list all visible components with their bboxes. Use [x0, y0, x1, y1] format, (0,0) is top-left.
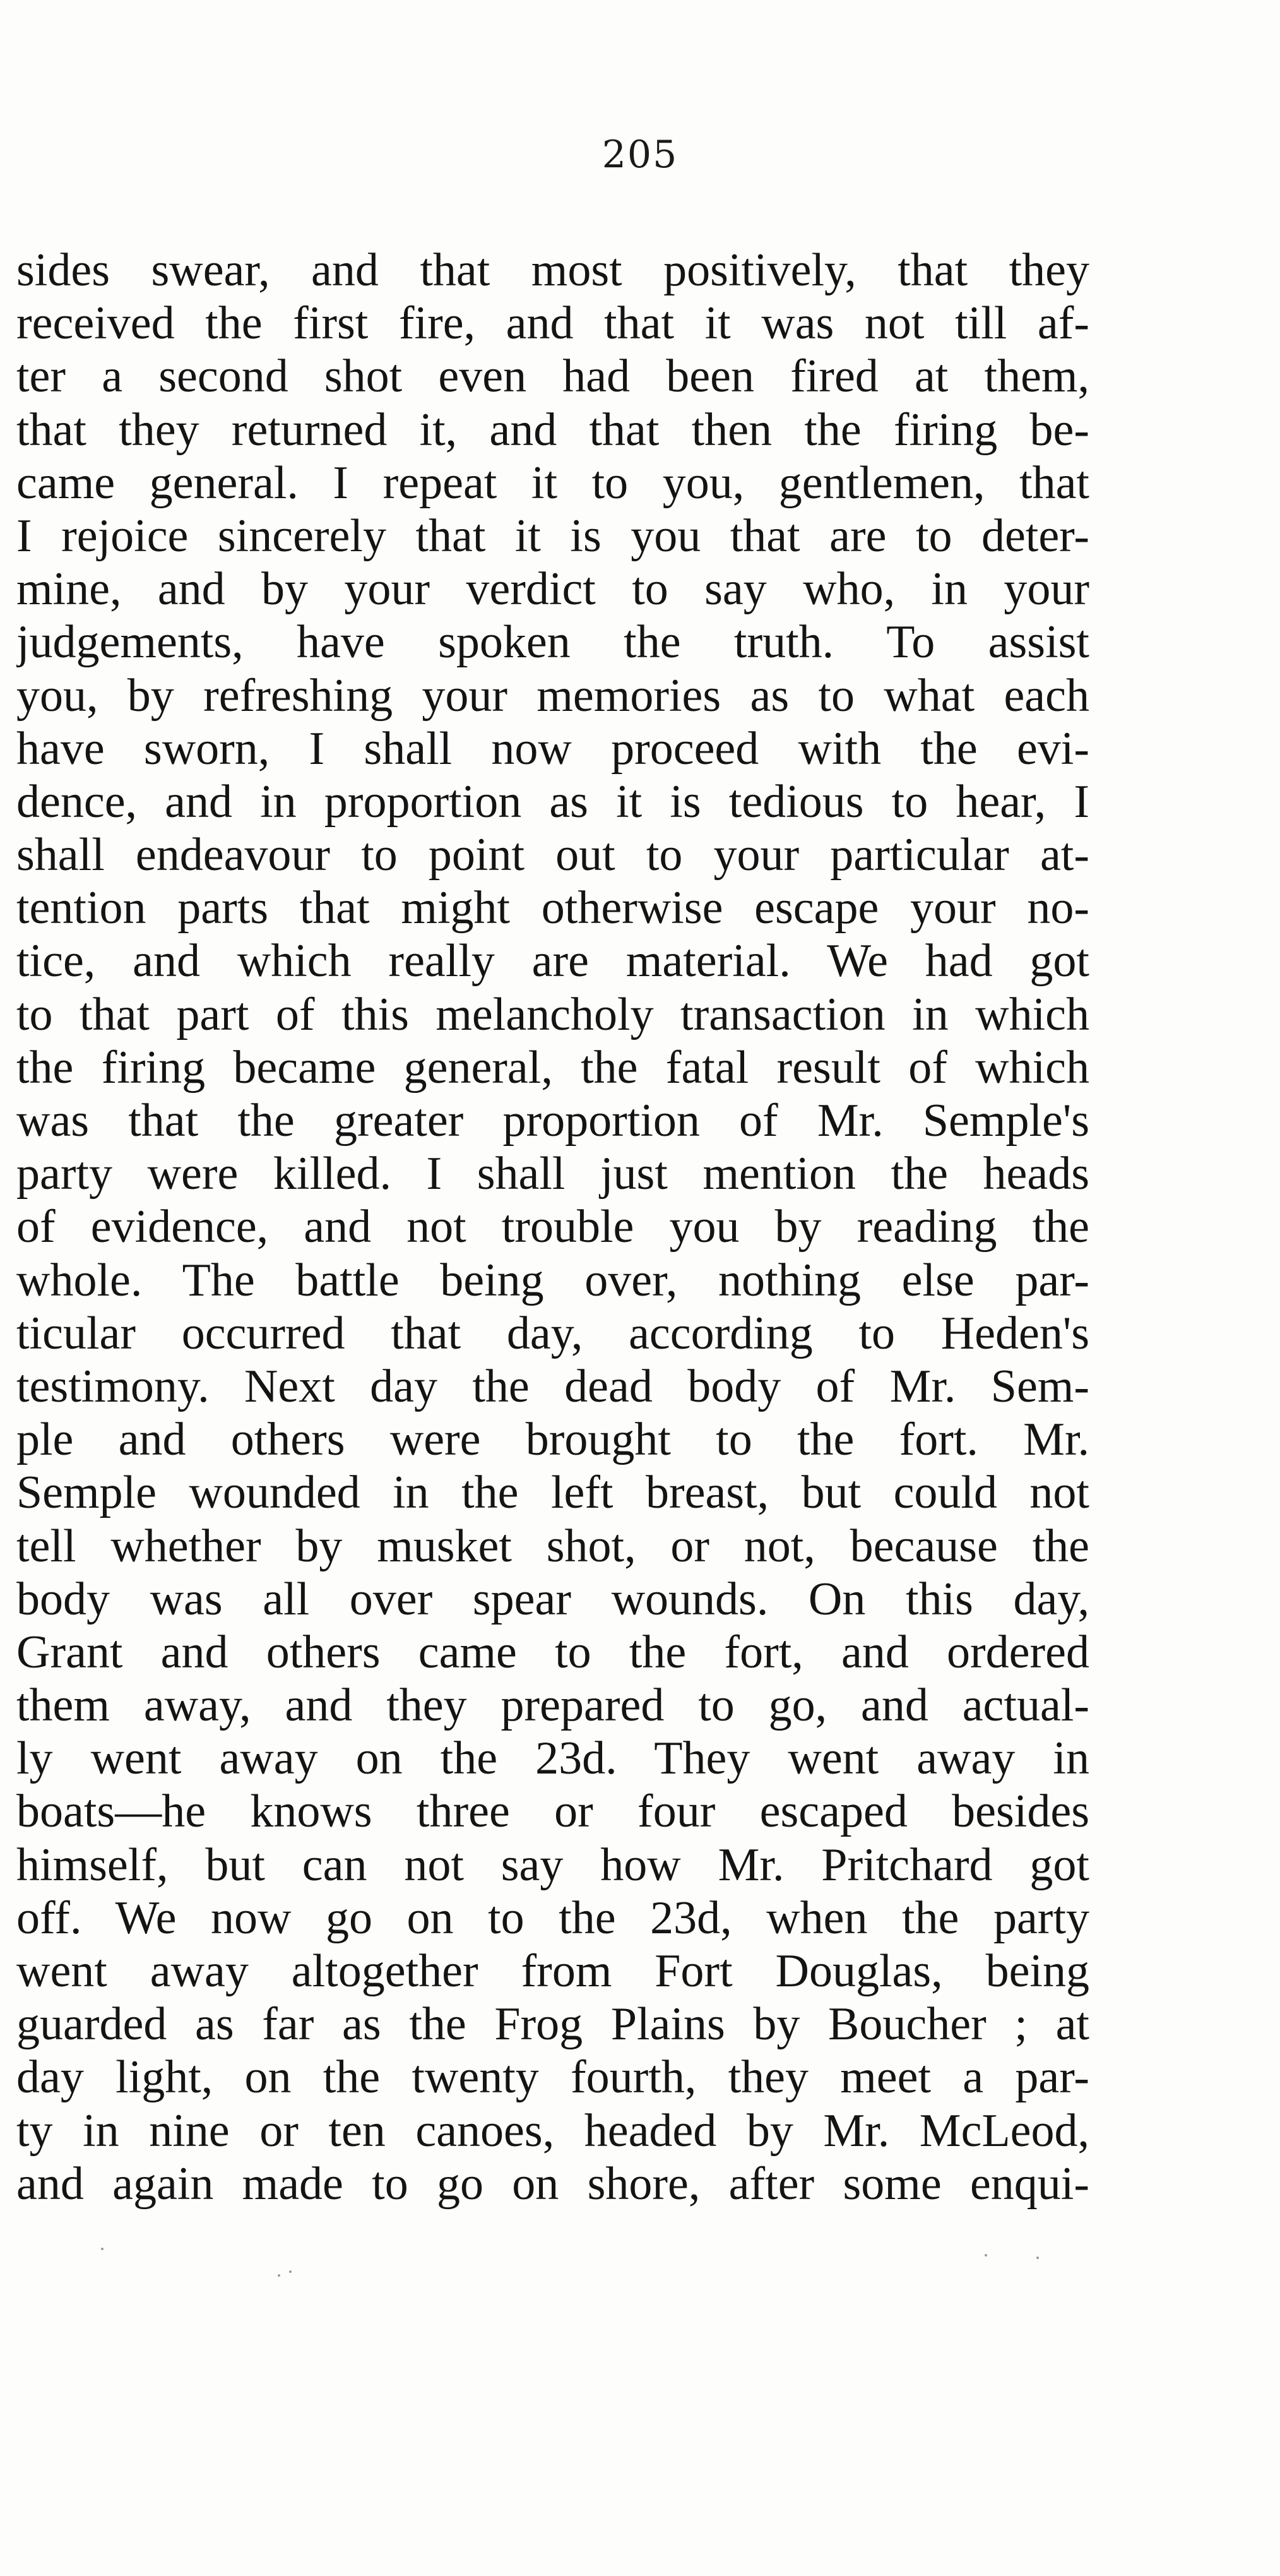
- paper-speck: [985, 2254, 987, 2257]
- text-line: guarded as far as the Frog Plains by Boucher ; at: [16, 1998, 1089, 2051]
- text-line: Semple wounded in the left breast, but could not: [16, 1467, 1089, 1519]
- text-line: tell whether by musket shot, or not, because the: [16, 1520, 1089, 1572]
- text-line: and again made to go on shore, after some enqui-: [16, 2157, 1089, 2210]
- text-line: shall endeavour to point out to your particular at-: [16, 829, 1089, 881]
- paper-speck: [289, 2270, 292, 2273]
- text-line: of evidence, and not trouble you by reading the: [16, 1201, 1089, 1253]
- text-line: came general. I repeat it to you, gentlemen, that: [16, 456, 1089, 509]
- text-line: ly went away on the 23d. They went away in: [16, 1732, 1089, 1785]
- body-text: [16, 244, 1089, 2210]
- text-line: party were killed. I shall just mention the heads: [16, 1148, 1089, 1200]
- text-line: tice, and which really are material. We had got: [16, 935, 1089, 987]
- text-line: himself, but can not say how Mr. Pritchard got: [16, 1839, 1089, 1891]
- text-line: judgements, have spoken the truth. To assist: [16, 616, 1089, 669]
- text-line: tention parts that might otherwise escape your no-: [16, 882, 1089, 934]
- text-line: that they returned it, and that then the firing be-: [16, 403, 1089, 456]
- paper-speck: [101, 2248, 104, 2250]
- text-line: body was all over spear wounds. On this day,: [16, 1573, 1089, 1625]
- text-line: testimony. Next day the dead body of Mr. Sem-: [16, 1360, 1089, 1412]
- paper-speck: [1036, 2257, 1039, 2259]
- text-line: was that the greater proportion of Mr. Semple's: [16, 1095, 1089, 1147]
- text-line: sides swear, and that most positively, that they: [16, 244, 1089, 296]
- text-line: received the first fire, and that it was not till af-: [16, 297, 1089, 350]
- text-line: the firing became general, the fatal result of which: [16, 1041, 1089, 1094]
- paper-specks: [0, 2235, 1280, 2311]
- page-number: 205: [601, 133, 679, 177]
- text-line: I rejoice sincerely that it is you that are to deter-: [16, 510, 1089, 562]
- paper-speck: [278, 2274, 280, 2277]
- text-line: Grant and others came to the fort, and ordered: [16, 1626, 1089, 1678]
- text-line: ple and others were brought to the fort. Mr.: [16, 1414, 1089, 1466]
- text-line: to that part of this melancholy transaction in which: [16, 988, 1089, 1041]
- text-line: whole. The battle being over, nothing else par-: [16, 1254, 1089, 1306]
- text-line: boats—he knows three or four escaped besides: [16, 1786, 1089, 1838]
- text-line: off. We now go on to the 23d, when the party: [16, 1892, 1089, 1944]
- text-line: you, by refreshing your memories as to what each: [16, 669, 1089, 722]
- text-line: have sworn, I shall now proceed with the evi-: [16, 722, 1089, 775]
- text-line: ter a second shot even had been fired at them,: [16, 350, 1089, 403]
- text-line: went away altogether from Fort Douglas, being: [16, 1945, 1089, 1997]
- text-line: ticular occurred that day, according to Heden's: [16, 1307, 1089, 1359]
- text-line: day light, on the twenty fourth, they meet a par-: [16, 2051, 1089, 2104]
- text-line: ty in nine or ten canoes, headed by Mr. McLeod,: [16, 2104, 1089, 2157]
- text-line: them away, and they prepared to go, and actual-: [16, 1679, 1089, 1732]
- text-line: dence, and in proportion as it is tedious to hear, I: [16, 775, 1089, 828]
- text-line: mine, and by your verdict to say who, in your: [16, 563, 1089, 616]
